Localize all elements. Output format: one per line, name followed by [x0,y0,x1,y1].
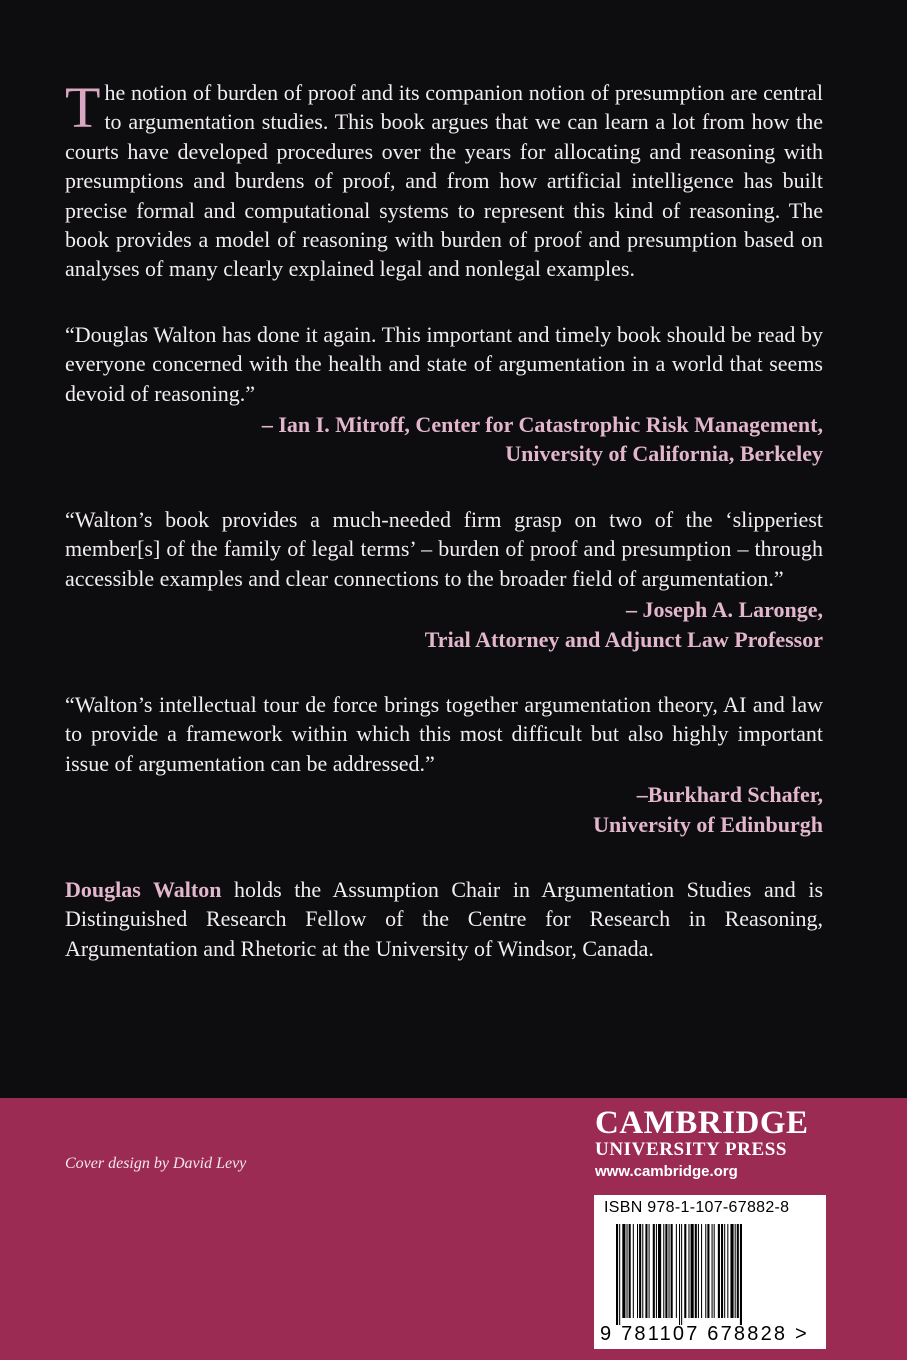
attribution-line: –Burkhard Schafer, [636,782,823,808]
barcode-bar [705,1224,706,1318]
barcode-bar [714,1224,715,1318]
barcode-bar [724,1224,725,1318]
barcode-panel [594,1195,826,1349]
barcode-bar [740,1224,742,1325]
author-bio [65,875,823,963]
attribution-line: – Joseph A. Laronge, [625,597,823,623]
barcode-bar [676,1224,677,1318]
review-quote-2: “Walton’s book provides a much-needed firm grasp on two of the ‘slipperiest member[s] of the family of legal terms’ – burden of proof and presumption – through accessible examples and clear connections to the broader field of argumentation.” [65,506,823,591]
footer-band [0,1098,907,1360]
barcode-bar [671,1224,673,1318]
barcode-bar [737,1224,739,1318]
author-bio-text: holds the Assumption Chair in Argumentation Studies and is Distinguished Research Fellow of the Centre for Research in Reasoning, Argumentation and Rhetoric at the University of Windsor, Canada. [65,876,824,961]
attribution-line: University of California, Berkeley [505,441,823,467]
attribution-line: – Ian I. Mitroff, Center for Catastrophic Risk Management, [261,412,823,438]
barcode-bar [656,1224,657,1318]
publisher-name: CAMBRIDGE [595,1105,809,1141]
barcode-bar [684,1224,686,1318]
barcode-bar [730,1224,733,1318]
barcode-bar [698,1224,699,1318]
barcode-bar [653,1224,655,1318]
barcode-bar [691,1224,694,1318]
barcode-bar [701,1224,702,1318]
barcode-bar [712,1224,713,1318]
barcode-icon [616,1224,812,1325]
barcode-bar [642,1224,643,1318]
text-column [65,75,824,963]
barcode-bar [695,1224,697,1318]
barcode-bar [645,1224,647,1318]
barcode-bar [637,1224,638,1318]
barcode-bar [721,1224,723,1318]
barcode-bar [649,1224,650,1318]
barcode-bar [622,1224,625,1318]
barcode-bar [665,1224,667,1318]
barcode-bar [619,1224,620,1325]
cover-design-credit: Cover design by David Levy [65,1155,247,1172]
barcode-bar [688,1224,689,1318]
barcode-bar [679,1224,680,1325]
publisher-subtitle: UNIVERSITY PRESS [595,1139,788,1160]
intro-text: he notion of burden of proof and its companion notion of presumption are central to argumentation studies. This book argues that we can learn a lot from how the courts have developed procedures over the years for allocating and reasoning with presumptions and burdens of proof, and from how artificial intelligence has built precise formal and computational systems to represent this kind of reasoning. The book provides a model of reasoning with burden of proof and presumption based on analyses of many clearly explained legal and nonlegal examples. [65,80,823,282]
barcode-bar [633,1224,634,1318]
barcode-bar [727,1224,728,1318]
barcode-bar [681,1224,682,1325]
review-quote-1: “Douglas Walton has done it again. This important and timely book should be read by everyone concerned with the health and state of argumentation in a world that seems devoid of reasoning.” [65,321,823,406]
barcode-bar [669,1224,670,1318]
barcode-bar [616,1224,618,1325]
barcode-bar [718,1224,720,1318]
review-attribution-1 [65,410,823,469]
barcode-bar [627,1224,628,1318]
barcode-bar [707,1224,709,1318]
review-attribution-3 [65,780,823,839]
drop-cap: T [65,75,101,140]
barcode-digits: 9 781107 678828 > [600,1323,809,1345]
review-quote-3: “Walton’s intellectual tour de force brings together argumentation theory, AI and law to provide a framework within which this most difficult but also highly important issue of argumentation can be addressed.” [65,691,823,776]
intro-paragraph [65,75,823,284]
barcode-bar [735,1224,736,1318]
barcode-bar [663,1224,664,1318]
author-name: Douglas Walton [65,876,222,902]
barcode-bar [639,1224,641,1318]
attribution-line: Trial Attorney and Adjunct Law Professor [424,626,823,652]
publisher-url: www.cambridge.org [595,1163,738,1180]
barcode-bar [629,1224,631,1318]
attribution-line: University of Edinburgh [593,811,823,837]
review-attribution-2 [65,595,823,654]
publisher-logo [595,1106,823,1180]
isbn-label: ISBN 978-1-107-67882-8 [604,1199,790,1216]
barcode-bar [658,1224,661,1318]
